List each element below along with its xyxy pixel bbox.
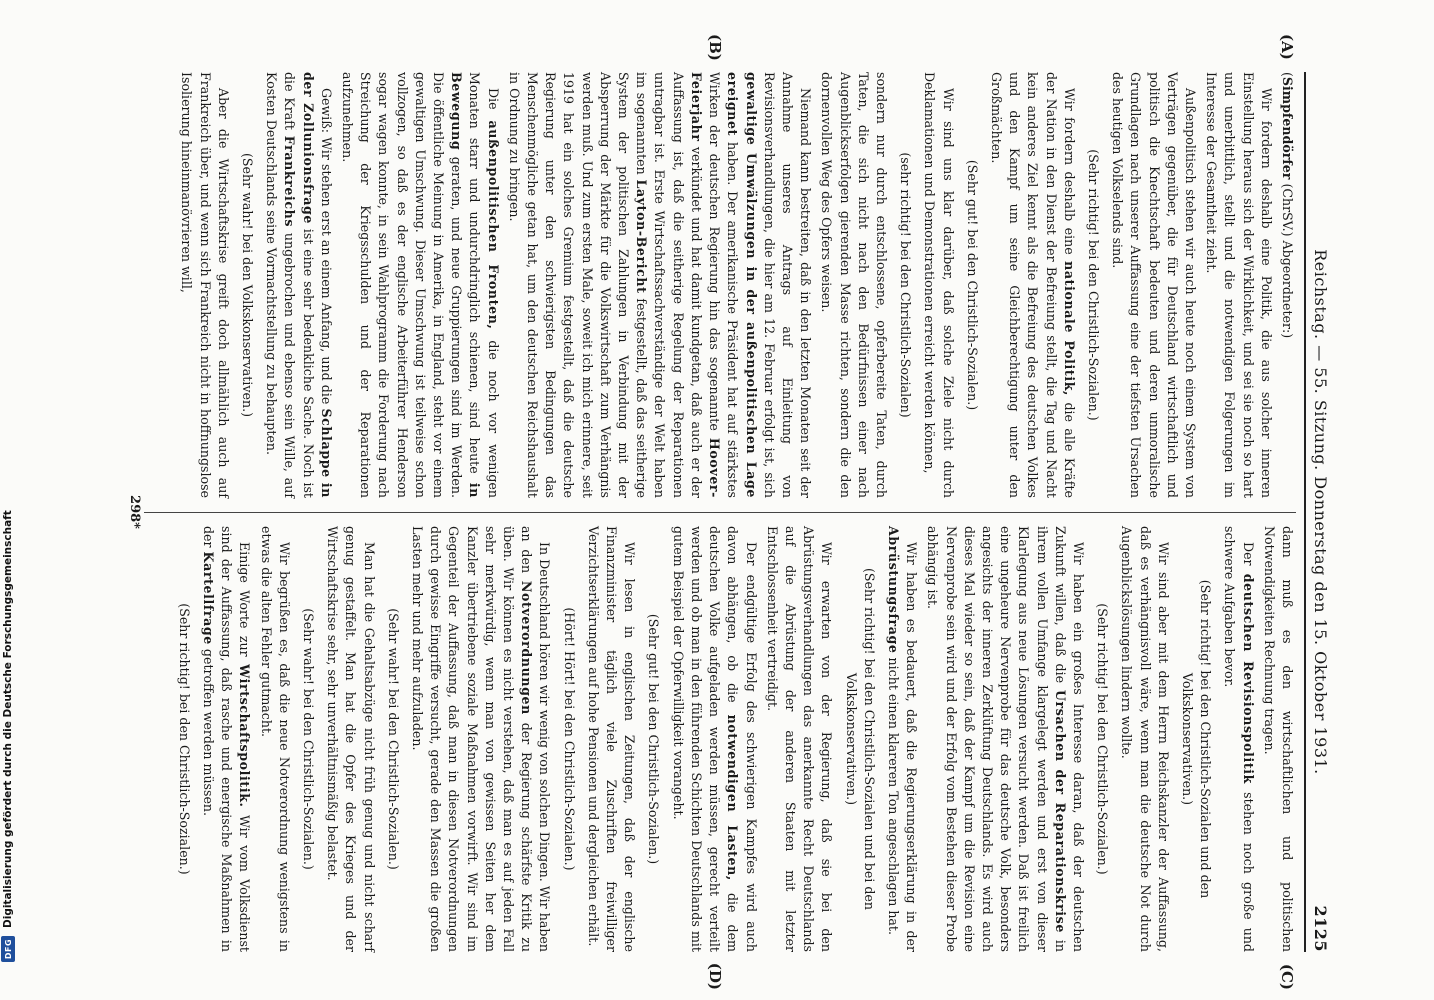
speech-paragraph: Wir erwarten von der Regierung, daß sie bei den Abrüstungsverhandlungen das anerkannte Recht Deutschlands auf die Abrüstung der anderen Staaten mit letzter Entschlossenheit vertreidigt. — [764, 526, 835, 952]
speech-paragraph — [669, 526, 760, 952]
speech-paragraph: Wir sind aber mit dem Herrn Reichskanzler der Auffassung, daß es verhängnisvoll wäre, wenn man die deutsche Not durch Augenblickslösungen lindern wollte. — [1119, 526, 1171, 952]
text-run: Wir fordern deshalb eine — [1061, 88, 1077, 262]
interjection: (Hört! Hört! bei den Christlich-Sozialen.) — [561, 607, 577, 871]
text-run: haben. Der amerikanische Präsident hat auf stärkstes Wirken der deutschen Regierung hin das sogenannte — [707, 72, 741, 498]
interjection: (Sehr wahr! bei den Christlich-Sozialen.) — [385, 608, 401, 870]
speech-paragraph: sondern nur durch entschlossene, opferbereite Taten, durch Taten, die sich nicht nach den Bedürfnissen einer nach Augenblickserfolgen gierenden Masse richten, sondern die den dornenvollen Weg des Opfers weisen. — [819, 72, 889, 498]
emphasis: deutschen Revisionspolitik — [1240, 573, 1256, 784]
text-run: Gewiß: Wir stehen erst an einem Anfang, und die — [318, 88, 334, 409]
interjection: (Sehr richtig! bei den Christlich-Sozialen.) — [1095, 603, 1111, 875]
text-run: in ihrem vollen Umfange klargelegt werden und erst von dieser Klarlegung aus neue Lösungen versucht werden. Daß ist freilich eine ungeheure Nervenprobe für das deutsche Volk, besonders angesichts der inneren Zerklüftung Deutschlands. Es wird auch dieses Mal wieder so sein, daß der Kampf um die Revision eine Nervenprobe sein wird und der Erfolg vom Bestehen dieser Probe abhängig ist. — [925, 526, 1068, 952]
interjection: (Sehr wahr! bei den Volkskonservativen.) — [240, 153, 256, 417]
emphasis: in Bewegung — [449, 72, 483, 498]
speech-paragraph: dann muß es den wirtschaftlichen und politischen Notwendigkeiten Rechnung tragen. — [1261, 526, 1295, 952]
speech-paragraph — [262, 72, 335, 498]
credit-text: Digitalisierung gefördert durch die Deutsche Forschungsgemeinschaft — [2, 510, 14, 928]
text-run: ist eine sehr bedenkliche Sache. Noch ist die Kraft — [282, 72, 316, 498]
margin-marker-b: (B) — [706, 34, 724, 61]
page-number: 2125 — [1311, 905, 1330, 952]
speech-paragraph: Wir lesen in englischen Zeitungen, daß der englische Finanzminister täglich viele Zuschriften freiwilliger Verzichtserklärungen auf hohe Pensionen und dergleichen erhält. — [585, 526, 638, 952]
text-run: nicht einen klareren Ton angeschlagen hat. — [885, 653, 901, 935]
digitization-credit — [0, 22, 18, 962]
speech-paragraph: Wir sind uns klar darüber, daß solche Ziele nicht durch Deklamationen und Demonstrationen erreicht werden können, — [922, 72, 956, 498]
speech-paragraph — [1220, 526, 1256, 952]
emphasis: außenpolitischen Fronten, — [485, 120, 501, 330]
speaker-affiliation: (ChrSV.) Abgeordneter: — [1280, 179, 1295, 334]
emphasis: Layton-Bericht — [634, 179, 650, 294]
text-run: Die — [485, 88, 501, 121]
text-run: die noch vor wenigen Monaten starr und undurchdringlich schienen, sind heute — [467, 72, 501, 498]
running-head — [1304, 72, 1334, 952]
text-run: stehen noch große und schwere Aufgaben bevor. — [1222, 526, 1256, 952]
emphasis: Ursachen der Reparationskrise — [1052, 689, 1068, 933]
speech-paragraph: Wir fordern deshalb eine Politik, die aus solcher inneren Einstellung heraus sich der Wirklichkeit, und sei sie noch so hart und unerbittlich, stellt und die notwendigen Folgerungen im Interesse der Gesamtheit zieht. — [1204, 72, 1274, 498]
emphasis: Frankreichs — [282, 135, 298, 228]
margin-marker-a: (A) — [1278, 34, 1296, 60]
speech-paragraph: Außenpolitisch stehen wir auch heute noch einem System von Verträgen gegenüber, die für Deutschland wirtschaftlich und politisch die Knechtschaft bedeuten und deren unmoralische Grundlagen nach unserer Auffassung eine der tiefsten Ursachen des heutigen Volkselends sind. — [1110, 72, 1198, 498]
speech-paragraph — [987, 72, 1078, 498]
left-column — [124, 72, 1296, 498]
text-run: getroffen werden müssen. — [201, 644, 217, 817]
text-run: Der endgültige Erfolg des schwierigen Kampfes wird auch davon abhängen, ob die — [725, 526, 759, 952]
interjection: (Sehr wahr! bei den Christlich-Sozialen.) — [301, 608, 317, 870]
speech-paragraph — [199, 526, 254, 952]
emphasis: Notverordnungen — [519, 580, 535, 715]
speech-paragraph — [505, 72, 814, 498]
speech-paragraph: (Simpfendörfer (ChrSV.) Abgeordneter:) — [1280, 72, 1295, 339]
text-run: Wir haben ein großes Interesse daran, daß der deutschen Zukunft willen, daß die — [1052, 526, 1086, 952]
margin-marker-d: (D) — [706, 962, 724, 990]
emphasis: Schlappe in der Zollunionsfrage — [300, 72, 334, 498]
speech-paragraph — [408, 526, 554, 952]
interjection: (sehr richtig! bei den Christlich-Sozialen) — [898, 152, 914, 418]
interjection: (Sehr gut! bei den Christlich-Sozialen.) — [646, 613, 662, 865]
text-run: Niemand kann bestreiten, daß in den letzten Monaten seit der Annahme unseres Antrags auf Einleitung von Revisionsverhandlungen, die hier am 12. Februar erfolgt ist, sich — [761, 72, 814, 498]
text-run: Wir haben es bedauert, daß die Regierungserklärung in der — [904, 542, 920, 952]
interjection: (Sehr richtig! bei den Christlich-Sozialen und den Volkskonservativen.) — [1179, 579, 1214, 899]
emphasis: Kartellfrage — [201, 551, 217, 645]
emphasis: notwendigen Lasten, — [725, 714, 741, 881]
text-run: Wir vom Volksdienst sind der Auffassung, daß rasche und energische Maßnahmen in der — [201, 526, 253, 952]
margin-marker-c: (C) — [1278, 963, 1296, 990]
interjection: (Sehr richtig! bei den Christlich-Sozialen und bei den Volkskonservativen.) — [843, 568, 877, 910]
speech-paragraph — [923, 526, 1087, 952]
emphasis: Hoover-Feierjahr — [688, 72, 723, 498]
text-run: verkündet und hat damit kundgetan, daß auch er der Auffassung ist, daß die seitherige Regelung der Reparationen untragbar ist. Erste Wirtschaftssachverständige der Welt haben im sogenannten — [634, 72, 704, 498]
rotated-page-content — [114, 34, 1334, 990]
text-run: In Deutschland hören wir wenig von solchen Dingen. Wir haben an den — [519, 526, 553, 952]
dfg-logo-icon: DFG — [1, 936, 15, 962]
emphasis: nationale Politik, — [1061, 261, 1077, 397]
speaker-name: Simpfendörfer — [1280, 76, 1295, 180]
text-run: die alle Kräfte der Nation in den Dienst der Befreiung stellt, die Tag und Nacht kein anderes Ziel kennt als die Befreiung des deutschen Volkes und den Kampf um seine Gleichberechtigung unter den Großmächten. — [988, 72, 1077, 498]
running-title: Reichstag. — 55. Sitzung. Donnerstag den 15. Oktober 1931. — [1311, 249, 1330, 775]
speech-paragraph: Wir begrüßen es, daß die neue Notverordnung wenigstens in etwas die alten Fehler gutmacht. — [258, 526, 292, 952]
interjection: (Sehr richtig! bei den Christlich-Sozialen.) — [176, 603, 192, 875]
text-run: geraten, und neue Gruppierungen sind im Werden. Die öffentliche Meinung in Amerika, in England, steht vor einem gewaltigen Umschwung. Dieser Umschwung ist teilweise schon vollzogen, so daß es der englische Arbeiterführer Henderson sogar wagen konnte, in sein Wahlprogramm die Forderung nach Streichung der Kriegsschulden und der Reparationen aufzunehmen. — [340, 72, 465, 498]
text-run: Der — [1240, 542, 1256, 574]
text-run: ungebrochen und ebenso sein Wille, auf Kosten Deutschlands seine Vormachtstellung zu behaupten. — [264, 72, 298, 498]
speech-paragraph — [338, 72, 502, 498]
right-column — [124, 526, 1296, 952]
text-run: Einige Worte zur — [237, 542, 253, 665]
speech-paragraph — [884, 526, 920, 952]
emphasis: gewaltige Umwälzungen in der außenpolitischen Lage ereignet — [725, 72, 759, 498]
folio-number: 298* — [127, 495, 142, 529]
emphasis: Abrüstungsfrage — [885, 526, 901, 654]
column-divider — [144, 512, 1296, 513]
interjection: (Sehr gut! bei den Christlich-Sozialen.) — [964, 159, 980, 411]
emphasis: Wirtschaftspolitik. — [237, 664, 253, 808]
text-run: der Regierung schärfste Kritik zu üben. Wir können es nicht verstehen, daß man es auf jeden Fall sehr merkwürdig, wenn man von gewissen Seiten her dem Kanzler übertriebene soziale Maßnahmen vorwirft. Wir sind im Gegenteil der Auffassung, daß man in diesen Notverordnungen durch gewisse Eingriffe versucht, gerade den Massen die großen Lasten mehr und mehr aufzuladen. — [410, 526, 535, 952]
speech-paragraph: Aber die Wirtschaftskrise greift doch allmählich auch auf Frankreich über, und wenn sich Frankreich nicht in hoffnungslose Isolierung hineinmanövrieren will, — [179, 72, 231, 498]
interjection: (Sehr richtig! bei den Christlich-Sozialen.) — [1085, 149, 1101, 421]
header-rule — [1304, 72, 1306, 952]
speech-paragraph: Man hat die Gehaltsabzüge nicht früh genug und nicht scharf genug gestaffelt. Man hat die Opfer des Krieges und der Wirtschaftskrise sehr, sehr unverhältnismäßig belastet. — [325, 526, 377, 952]
text-run: festgestellt, daß das seitherige System der politischen Zahlungen in Verbindung mit der Absperrung der Märkte für die Volkswirtschaft zum Verhängnis werden muß. Und zum ersten Male, soweit ich mich erinnere, seit 1919 hat ein solches Gremium festgestellt, daß die deutsche Regierung unter den schwierigsten Bedingungen das Menschenmögliche getan hat, um den deutschen Reichshaushalt in Ordnung zu bringen. — [506, 72, 650, 498]
text-run: die dem deutschen Volke aufgeladen werden müssen, gerecht verteilt werden und ob man in den führenden Schichten Deutschlands mit gutem Beispiel der Opferwilligkeit vorangeht. — [670, 526, 741, 952]
